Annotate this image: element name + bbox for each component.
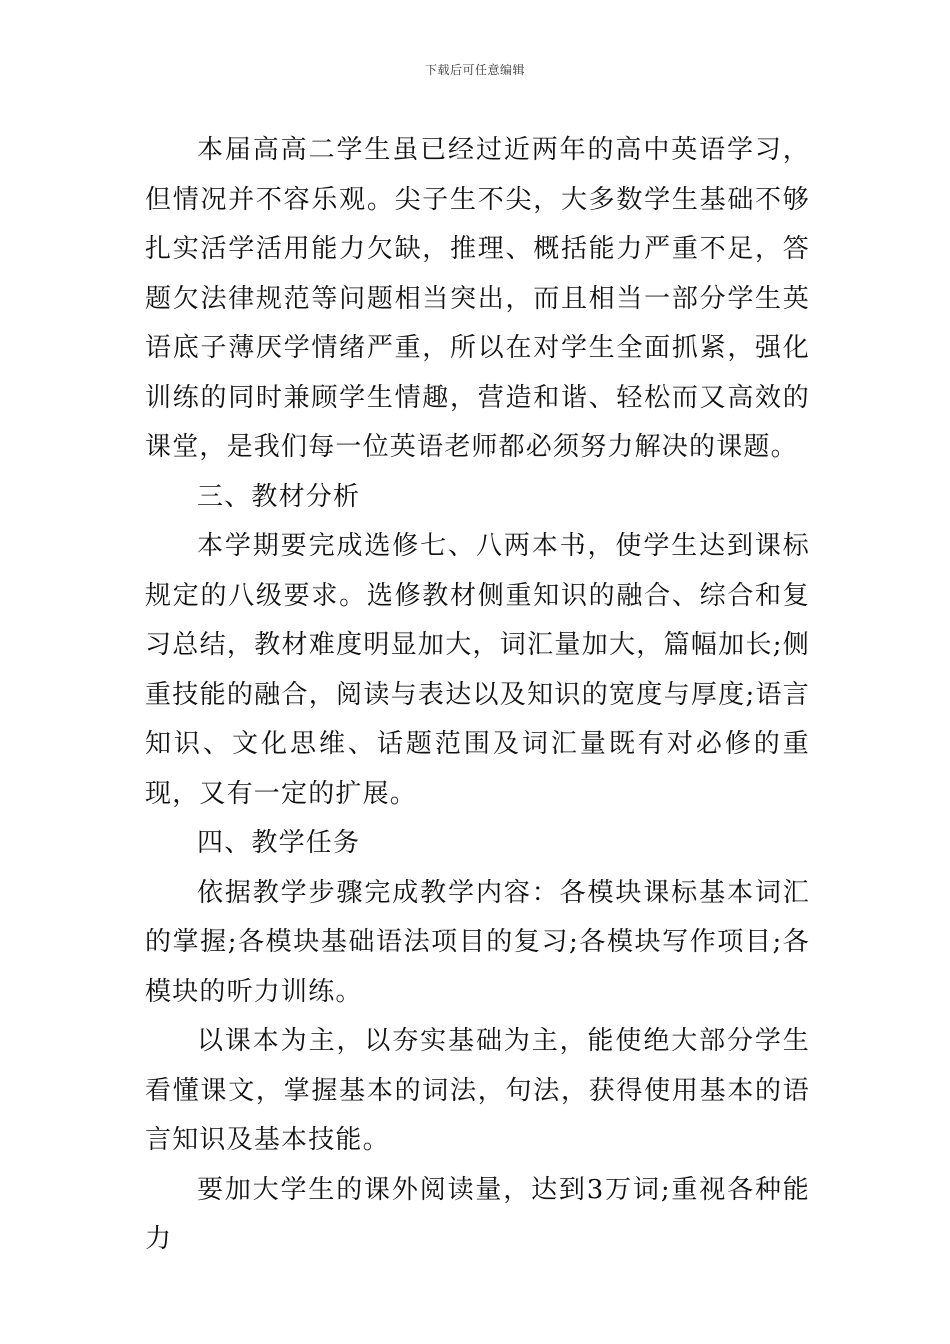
paragraph-teaching-content: 依据教学步骤完成教学内容：各模块课标基本词汇的掌握;各模块基础语法项目的复习;各模块写作项目;各模块的听力训练。 <box>145 877 810 1007</box>
paragraph-student-situation: 本届高高二学生虽已经过近两年的高中英语学习，但情况并不容乐观。尖子生不尖，大多数学生基础不够扎实活学活用能力欠缺，推理、概括能力严重不足，答题欠法律规范等问题相当突出，而且相当一部分学生英语底子薄厌学情绪严重，所以在对学生全面抓紧，强化训练的同时兼顾学生情趣，营造和谐、轻松而又高效的课堂，是我们每一位英语老师都必须努力解决的课题。 <box>145 135 810 462</box>
document-body <box>145 126 810 1265</box>
section-heading-teaching-tasks: 四、教学任务 <box>197 828 361 858</box>
paragraph-textbook-focus: 以课本为主，以夯实基础为主，能使绝大部分学生看懂课文，掌握基本的词法，句法，获得使用基本的语言知识及基本技能。 <box>145 1026 810 1155</box>
paragraph-textbook-analysis: 本学期要完成选修七、八两本书，使学生达到课标规定的八级要求。选修教材侧重知识的融合、综合和复习总结，教材难度明显加大，词汇量加大，篇幅加长;侧重技能的融合，阅读与表达以及知识的宽度与厚度;语言知识、文化思维、话题范围及词汇量既有对必修的重现，又有一定的扩展。 <box>145 531 810 809</box>
page-header-note: 下载后可任意编辑 <box>424 63 525 77</box>
paragraph-extracurricular-reading: 要加大学生的课外阅读量，达到3万词;重视各种能力 <box>145 1174 810 1254</box>
section-heading-textbook-analysis: 三、教材分析 <box>197 481 361 512</box>
